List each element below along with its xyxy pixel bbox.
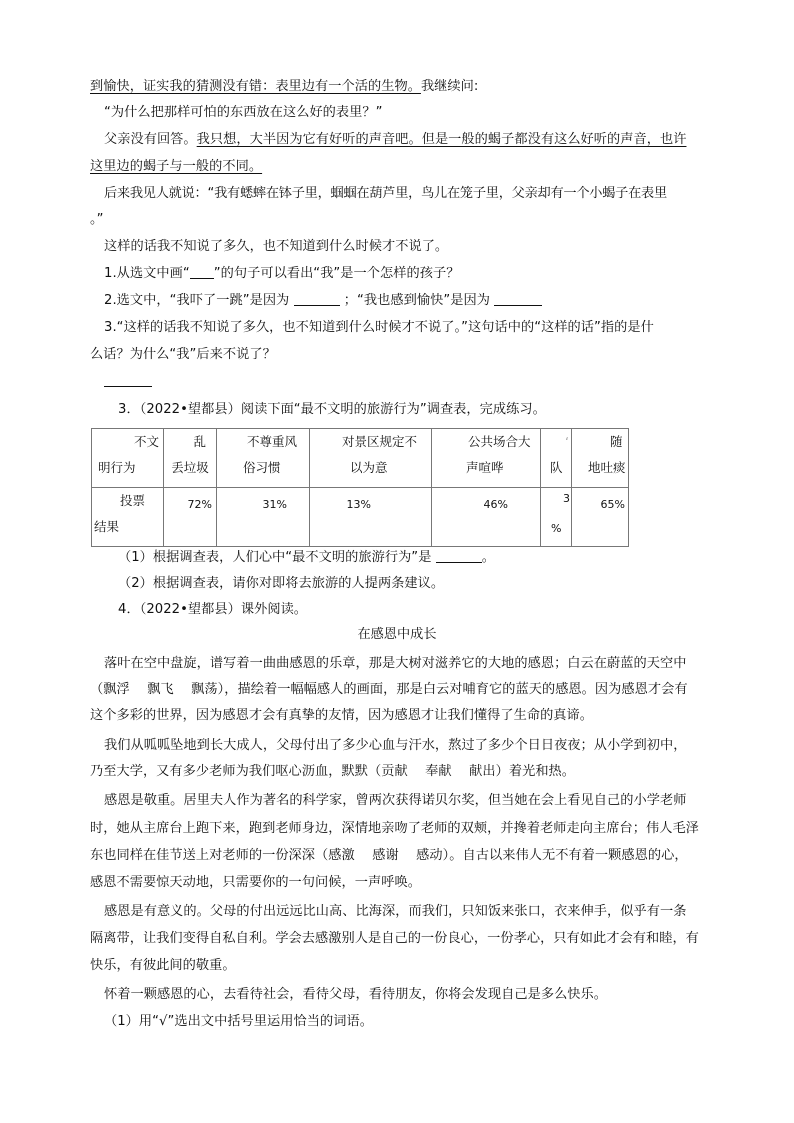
underlined-sentence: 这里边的蝎子与一般的不同。 — [90, 159, 263, 174]
q3-intro: 3．（2022•望都县）阅读下面“最不文明的旅游行为”调查表，完成练习。 — [118, 402, 546, 417]
cell-text: 队 — [550, 460, 563, 475]
table-cell: 13% — [310, 488, 432, 547]
survey-table — [91, 428, 629, 547]
article-p4-line-2: 隔离带，让我们变得自私自利。学会去感激别人是自己的一份良心，一份孝心，只有如此才会有和睦，有 — [90, 931, 699, 946]
table-cell: 31% — [217, 488, 310, 547]
answer-line — [104, 373, 744, 391]
article-p4-line-1: 感恩是有意义的。父母的付出远远比山高、比海深，而我们，只知饭来张口，衣来伸手，似乎有一条 — [104, 904, 687, 919]
cell-text: 3 — [563, 492, 570, 505]
table-header-cell — [572, 429, 629, 488]
table-cell — [541, 488, 572, 547]
passage-line-4 — [90, 158, 730, 176]
article-p1-line-2: （飘浮 飘飞 飘荡），描绘着一幅幅感人的画面，那是白云对哺育它的蓝天的感恩。因为感恩才会有 — [90, 682, 688, 697]
table-header-row — [92, 429, 629, 488]
passage-line-1 — [90, 78, 730, 96]
question-text: （1）根据调查表，人们心中“最不文明的旅游行为”是 — [118, 550, 432, 565]
passage-text: 父亲没有回答。 — [104, 132, 197, 147]
passage-line-3 — [104, 131, 744, 149]
table-header-cell — [217, 429, 310, 488]
cell-text: 乱 — [193, 434, 206, 449]
q3-sub-2: （2）根据调查表，请你对即将去旅游的人提两条建议。 — [118, 576, 445, 591]
cell-text: ‘ — [565, 434, 569, 449]
cell-text: 丢垃圾 — [171, 460, 209, 475]
answer-blank[interactable] — [294, 293, 340, 306]
answer-blank[interactable] — [104, 374, 152, 387]
table-header-cell — [310, 429, 432, 488]
article-p1-line-3: 这个多彩的世界，因为感恩才会有真挚的友情，因为感恩才让我们懂得了生命的真谛。 — [90, 708, 594, 723]
article-p5: 怀着一颗感恩的心，去看待社会，看待父母，看待朋友，你将会发现自己是多么快乐。 — [104, 987, 608, 1002]
question-text: ”的句子可以看出“我”是一个怎样的孩子？ — [213, 266, 460, 281]
table-cell: 46% — [432, 488, 541, 547]
table-header-cell — [92, 429, 164, 488]
cell-text: 结果 — [94, 519, 120, 534]
article-p2-line-1: 我们从呱呱坠地到长大成人，父母付出了多少心血与汗水，熬过了多少个日日夜夜；从小学到初中， — [104, 738, 687, 753]
question-text: ；“我也感到愉快”是因为 — [343, 293, 490, 308]
article-p3-line-3: 东也同样在佳节送上对老师的一份深深（感激 感谢 感动）。自古以来伟人无不有着一颗感恩的心， — [90, 848, 688, 863]
question-text: 1.从选文中画“ — [104, 266, 190, 281]
passage-text: 我继续问: — [420, 79, 479, 94]
q4-intro: 4．（2022•望都县）课外阅读。 — [118, 602, 308, 617]
cell-text: 投票 — [120, 493, 146, 508]
cell-text: 地吐痰 — [588, 460, 626, 475]
cell-text: 以为意 — [350, 460, 388, 475]
answer-blank[interactable] — [436, 550, 482, 563]
answer-blank[interactable] — [494, 293, 542, 306]
cell-text: 随 — [610, 434, 623, 449]
table-header-cell — [541, 429, 572, 488]
question-text: 。 — [481, 550, 495, 565]
table-row — [92, 488, 629, 547]
cell-text: 声喧哗 — [466, 460, 504, 475]
cell-text: 不文 — [133, 434, 159, 449]
cell-text: % — [551, 522, 562, 535]
cell-text: 明行为 — [98, 460, 136, 475]
cell-text: 对景区规定不 — [342, 434, 418, 449]
q4-sub-1: （1）用“√”选出文中括号里运用恰当的词语。 — [104, 1014, 373, 1029]
passage-line-6: 。” — [90, 212, 104, 227]
cell-text: 公共场合大 — [468, 434, 531, 449]
underline-sample — [190, 266, 214, 279]
passage-line-2: “为什么把那样可怕的东西放在这么好的表里？” — [104, 105, 383, 120]
question-3-line-1: 3.“这样的话我不知说了多久，也不知道到什么时候才不说了。”这句话中的“这样的话”指的是什 — [104, 320, 654, 335]
question-1 — [104, 265, 744, 283]
table-cell: 72% — [164, 488, 217, 547]
cell-text: 俗习惯 — [243, 460, 281, 475]
article-title: 在感恩中成长 — [357, 627, 437, 642]
question-3-line-2: 么话？为什么“我”后来不说了？ — [90, 347, 276, 362]
cell-text: 不尊重风 — [247, 434, 298, 449]
article-p1-line-1: 落叶在空中盘旋，谱写着一曲曲感恩的乐章，那是大树对滋养它的大地的感恩；白云在蔚蓝的天空中 — [104, 656, 687, 671]
article-p4-line-3: 快乐，有彼此间的敬重。 — [90, 958, 236, 973]
table-header-cell — [432, 429, 541, 488]
article-p2-line-2: 乃至大学，又有多少老师为我们呕心沥血，默默（贡献 奉献 献出）着光和热。 — [90, 764, 576, 779]
q3-sub-1 — [118, 549, 758, 567]
underlined-sentence: 我只想，大半因为它有好听的声音吧。但是一般的蝎子都没有这么好听的声音，也许 — [196, 132, 687, 147]
passage-line-7: 这样的话我不知说了多久，也不知道到什么时候才不说了。 — [104, 239, 449, 254]
underlined-sentence: 到愉快，证实我的猜测没有错：表里边有一个活的生物。 — [90, 79, 421, 94]
table-header-cell — [164, 429, 217, 488]
article-p3-line-1: 感恩是敬重。居里夫人作为著名的科学家，曾两次获得诺贝尔奖，但当她在会上看见自己的小学老师 — [104, 793, 687, 808]
passage-line-5: 后来我见人就说：“我有蟋蟀在钵子里，蝈蝈在葫芦里，鸟儿在笼子里，父亲却有一个小蝎子在表里 — [104, 186, 667, 201]
table-cell: 65% — [572, 488, 629, 547]
table-row-label — [92, 488, 164, 547]
question-2 — [104, 292, 744, 310]
article-p3-line-4: 感恩不需要惊天动地，只需要你的一句问候，一声呼唤。 — [90, 875, 421, 890]
article-p3-line-2: 时，她从主席台上跑下来，跑到老师身边，深情地亲吻了老师的双颊，并搀着老师走向主席台；伟人毛泽 — [90, 821, 699, 836]
question-text: 2.选文中，“我吓了一跳”是因为 — [104, 293, 290, 308]
